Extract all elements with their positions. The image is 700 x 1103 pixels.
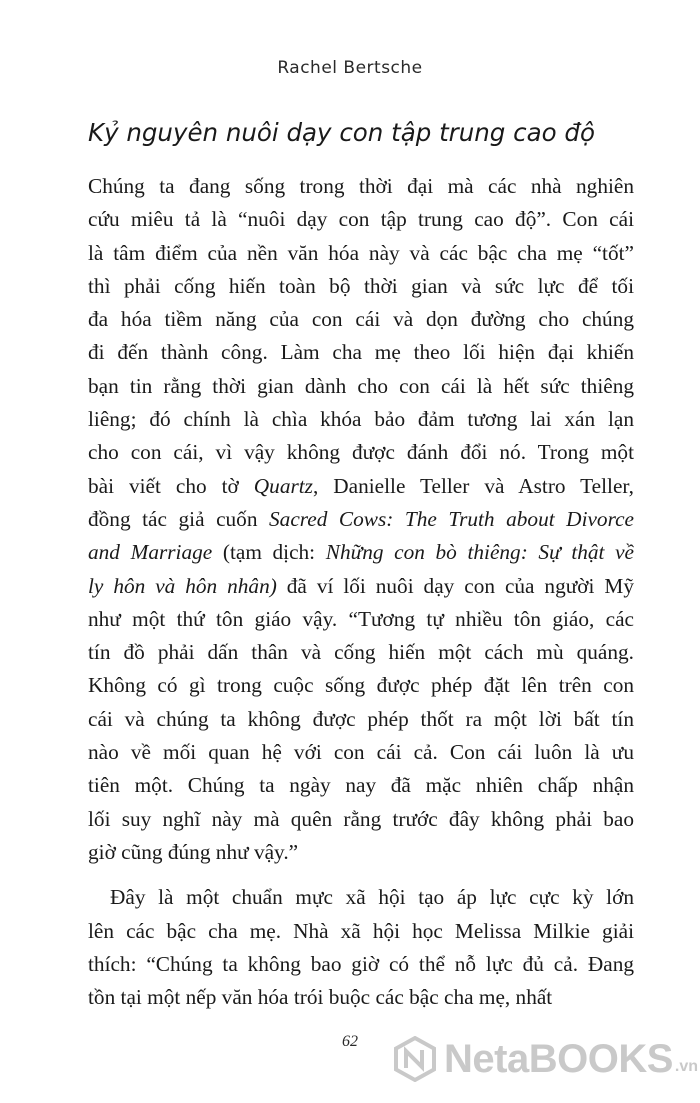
text-run: cái và chúng ta không được phép thốt ra một lời bất tín <box>88 706 634 731</box>
text-line <box>88 203 634 236</box>
netabooks-logo-icon <box>392 1036 438 1082</box>
italic-text: Sacred Cows: The Truth about Divorce <box>269 506 634 531</box>
text-line <box>88 570 634 603</box>
italic-text: Quartz <box>253 473 313 498</box>
text-line <box>88 603 634 636</box>
text-run: thích: “Chúng ta không bao giờ có thể nỗ lực đủ cả. Đang <box>88 951 634 976</box>
text-line <box>88 436 634 469</box>
italic-text: Những con bò thiêng: Sự thật về <box>325 540 634 565</box>
text-line <box>88 237 634 270</box>
text-line <box>88 270 634 303</box>
text-line <box>88 703 634 736</box>
text-run: như một thứ tôn giáo vậy. “Tương tự nhiều tôn giáo, các <box>88 606 634 631</box>
text-run: cho con cái, vì vậy không được đánh đổi nó. Trong một <box>88 440 634 465</box>
watermark-suffix: .vn <box>674 1058 699 1075</box>
text-run: Đây là một chuẩn mực xã hội tạo áp lực cực kỳ lớn <box>110 885 634 910</box>
text-run: tiên một. Chúng ta ngày nay đã mặc nhiên chấp nhận <box>88 773 634 798</box>
text-run: lối suy nghĩ này mà quên rằng trước đây không phải bao <box>88 806 634 831</box>
text-line <box>88 503 634 536</box>
text-line <box>88 536 634 569</box>
text-line <box>88 881 634 914</box>
text-run: (tạm dịch: <box>212 540 326 565</box>
text-run: cứu miêu tả là “nuôi dạy con tập trung cao độ”. Con cái <box>88 207 634 232</box>
text-line <box>88 836 634 869</box>
text-run: lên các bậc cha mẹ. Nhà xã hội học Melissa Milkie giải <box>88 918 634 943</box>
text-run: bạn tin rằng thời gian dành cho con cái là hết sức thiêng <box>88 373 634 398</box>
text-line <box>88 303 634 336</box>
text-run: Không có gì trong cuộc sống được phép đặt lên trên con <box>88 673 634 698</box>
text-run: bài viết cho tờ <box>88 473 254 498</box>
text-run: thì phải cống hiến toàn bộ thời gian và sức lực để tối <box>88 273 634 298</box>
text-line <box>88 403 634 436</box>
paragraph <box>88 170 634 869</box>
text-run: giờ cũng đúng như vậy.” <box>88 839 299 864</box>
italic-text: and Marriage <box>88 540 213 565</box>
text-run: , Danielle Teller và Astro Teller, <box>312 473 634 498</box>
text-line <box>88 769 634 802</box>
text-run: Chúng ta đang sống trong thời đại mà các nhà nghiên <box>88 174 634 198</box>
text-line <box>88 981 634 1014</box>
watermark <box>392 1036 698 1082</box>
text-run: nào về mối quan hệ với con cái cả. Con cái luôn là ưu <box>88 740 634 765</box>
text-line <box>88 669 634 702</box>
text-run: đi đến thành công. Làm cha mẹ theo lối hiện đại khiến <box>88 340 634 365</box>
text-run: liêng; đó chính là chìa khóa bảo đảm tương lai xán lạn <box>88 407 634 432</box>
italic-text: ly hôn và hôn nhân) <box>88 573 277 598</box>
running-header: Rachel Bertsche <box>277 58 423 78</box>
text-line <box>88 948 634 981</box>
text-line <box>88 736 634 769</box>
text-run: là tâm điểm của nền văn hóa này và các bậc cha mẹ “tốt” <box>88 240 634 265</box>
body-text <box>88 170 634 1014</box>
text-line <box>88 470 634 503</box>
text-run: đã ví lối nuôi dạy con của người Mỹ <box>276 573 634 598</box>
text-run: đa hóa tiềm năng của con cái và dọn đường cho chúng <box>88 307 634 332</box>
text-line <box>88 803 634 836</box>
text-run: tín đồ phải dấn thân và cống hiến một cách mù quáng. <box>88 640 634 665</box>
text-run: tồn tại một nếp văn hóa trói buộc các bậc cha mẹ, nhất <box>88 985 553 1010</box>
text-run: đồng tác giả cuốn <box>88 506 270 531</box>
watermark-brand: NetaBOOKS <box>444 1037 673 1081</box>
text-line <box>88 636 634 669</box>
paragraph <box>88 881 634 1014</box>
text-line <box>88 336 634 369</box>
section-title: Kỷ nguyên nuôi dạy con tập trung cao độ <box>88 118 595 147</box>
text-line <box>88 915 634 948</box>
text-line <box>88 170 634 203</box>
page-number: 62 <box>342 1033 358 1050</box>
text-line <box>88 370 634 403</box>
